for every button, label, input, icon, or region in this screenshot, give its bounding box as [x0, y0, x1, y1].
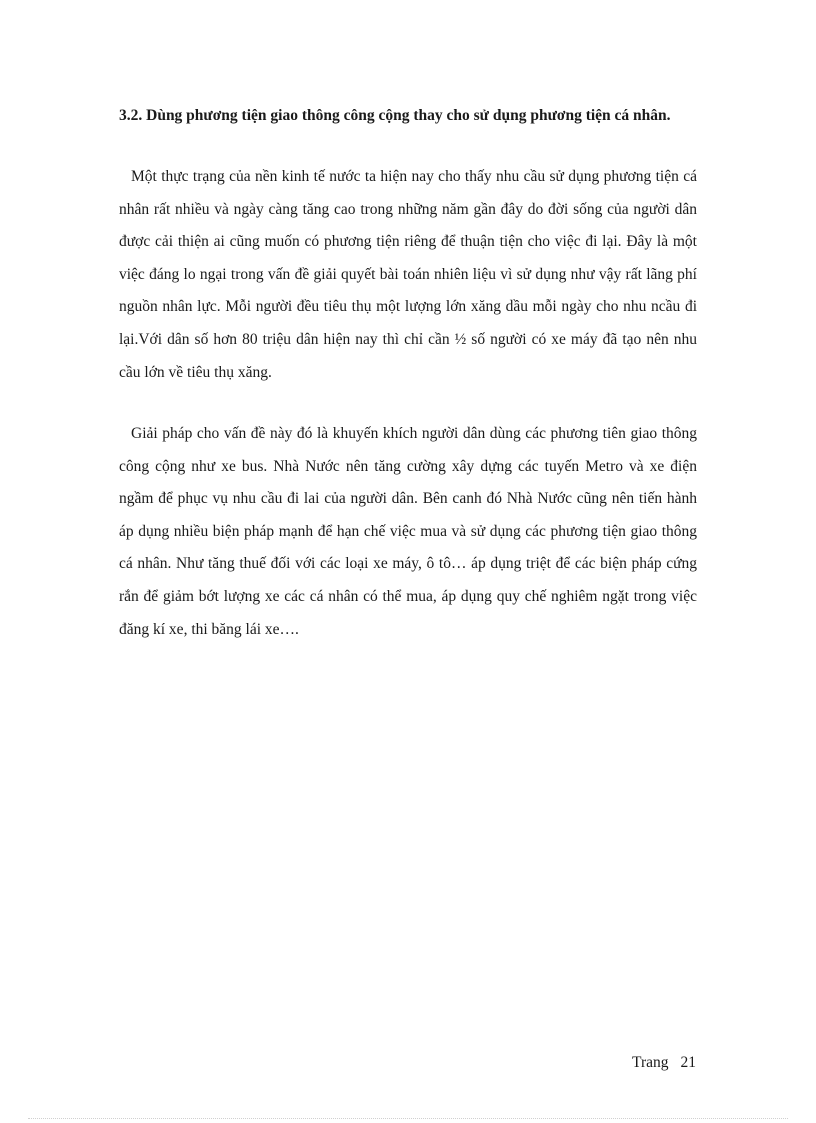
page-number: 21 — [680, 1054, 696, 1071]
page-label: Trang — [632, 1054, 669, 1071]
body-paragraph-2: Giải pháp cho vấn đề này đó là khuyến khích người dân dùng các phương tiên giao thông công cộng như xe bus. Nhà Nước nên tăng cường xây dựng các tuyến Metro và xe điện ngầm để phục vụ nhu cầu đi lai của người dân. Bên canh đó Nhà Nước cũng nên tiến hành áp dụng nhiều biện pháp mạnh để hạn chế việc mua và sử dụng các phương tiện giao thông cá nhân. Như tăng thuế đối với các loại xe máy, ô tô… áp dụng triệt để các biện pháp cứng rắn để giảm bớt lượng xe các cá nhân có thể mua, áp dụng quy chế nghiêm ngặt trong việc đăng kí xe, thi băng lái xe…. — [119, 425, 697, 638]
page-bottom-divider — [28, 1118, 788, 1119]
page-footer — [632, 1052, 696, 1074]
section-heading: 3.2. Dùng phương tiện giao thông công cộng thay cho sử dụng phương tiện cá nhân. — [119, 107, 671, 124]
body-paragraph-1: Một thực trạng của nền kinh tế nước ta hiện nay cho thấy nhu cầu sử dụng phương tiện cá nhân rất nhiều và ngày càng tăng cao trong những năm gần đây do đời sống của người dân được cải thiện ai cũng muốn có phương tiện riêng để thuận tiện cho việc đi lại. Đây là một việc đáng lo ngại trong vấn đề giải quyết bài toán nhiên liệu vì sử dụng như vậy rất lãng phí nguồn nhân lực. Mỗi người đều tiêu thụ một lượng lớn xăng dầu mỗi ngày cho nhu ncầu đi lại.Với dân số hơn 80 triệu dân hiện nay thì chỉ cần ½ số người có xe máy đã tạo nên nhu cầu lớn về tiêu thụ xăng. — [119, 168, 697, 381]
